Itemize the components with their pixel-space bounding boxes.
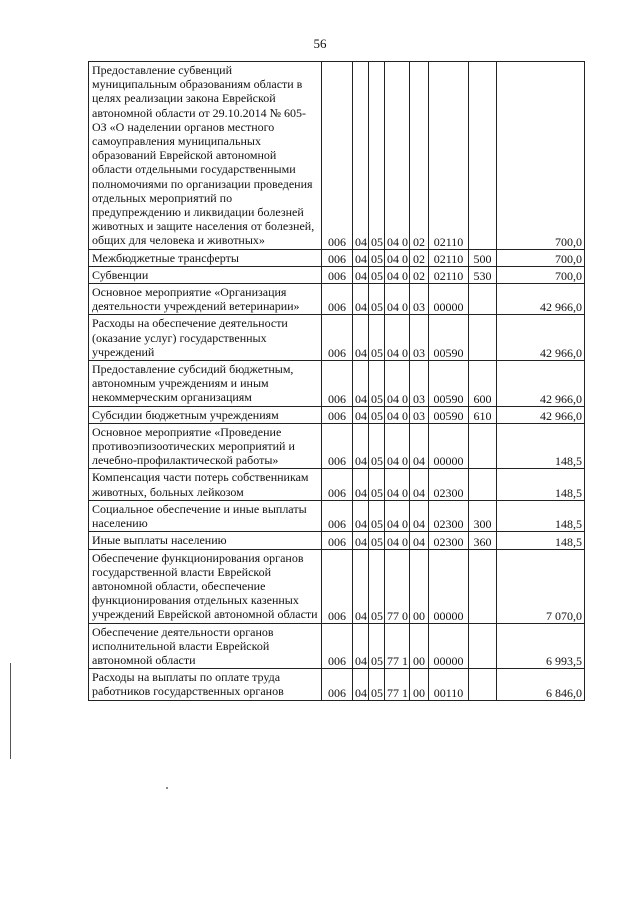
row-name: Субсидии бюджетным учреждениям (89, 406, 322, 423)
cell-cs3: 00000 (429, 549, 469, 623)
cell-cs3: 00590 (429, 361, 469, 407)
cell-cs3: 00590 (429, 406, 469, 423)
cell-cs1: 04 0 (385, 315, 410, 361)
cell-sum: 6 993,5 (497, 623, 585, 669)
cell-cs1: 04 0 (385, 423, 410, 469)
row-name: Субвенции (89, 266, 322, 283)
cell-cs2: 02 (410, 62, 429, 250)
cell-vr (469, 549, 497, 623)
table-row (89, 62, 585, 250)
cell-rz: 04 (353, 532, 369, 549)
cell-sum: 148,5 (497, 532, 585, 549)
cell-rz: 04 (353, 284, 369, 315)
cell-cs2: 04 (410, 469, 429, 500)
row-name: Иные выплаты населению (89, 532, 322, 549)
row-name: Основное мероприятие «Организация деятельности учреждений ветеринарии» (89, 284, 322, 315)
cell-ved: 006 (322, 62, 353, 250)
cell-cs3: 02300 (429, 469, 469, 500)
cell-cs2: 02 (410, 266, 429, 283)
row-name: Предоставление субвенций муниципальным образованиям области в целях реализации закона Еврейской автономной области от 29.10.2014 № 605-ОЗ «О наделении органов местного самоуправления муниципальных образований Еврейской автономной области отдельными государственными полномочиями по организации проведения отдельных мероприятий по предупреждению и ликвидации болезней животных и защите населения от болезней, общих для человека и животных» (89, 62, 322, 250)
cell-rz: 04 (353, 549, 369, 623)
cell-cs2: 04 (410, 500, 429, 531)
cell-cs2: 04 (410, 423, 429, 469)
cell-sum: 42 966,0 (497, 315, 585, 361)
cell-cs3: 00110 (429, 669, 469, 700)
cell-pr: 05 (369, 406, 385, 423)
row-name: Основное мероприятие «Проведение противоэпизоотических мероприятий и лечебно-профилактической работы» (89, 423, 322, 469)
cell-vr: 500 (469, 249, 497, 266)
row-name: Обеспечение деятельности органов исполнительной власти Еврейской автономной области (89, 623, 322, 669)
cell-ved: 006 (322, 284, 353, 315)
cell-vr: 360 (469, 532, 497, 549)
table-row (89, 284, 585, 315)
cell-cs2: 00 (410, 623, 429, 669)
cell-ved: 006 (322, 532, 353, 549)
cell-vr (469, 669, 497, 700)
cell-rz: 04 (353, 361, 369, 407)
cell-pr: 05 (369, 669, 385, 700)
cell-ved: 006 (322, 423, 353, 469)
cell-pr: 05 (369, 549, 385, 623)
cell-ved: 006 (322, 249, 353, 266)
scan-speck (166, 787, 168, 789)
cell-pr: 05 (369, 249, 385, 266)
cell-cs3: 00590 (429, 315, 469, 361)
cell-cs1: 77 1 (385, 623, 410, 669)
cell-cs1: 04 0 (385, 469, 410, 500)
table-row (89, 361, 585, 407)
cell-ved: 006 (322, 266, 353, 283)
table-row (89, 669, 585, 700)
scan-margin-line (10, 663, 11, 759)
cell-sum: 148,5 (497, 500, 585, 531)
cell-pr: 05 (369, 315, 385, 361)
cell-sum: 42 966,0 (497, 361, 585, 407)
row-name: Расходы на обеспечение деятельности (оказание услуг) государственных учреждений (89, 315, 322, 361)
cell-vr (469, 315, 497, 361)
cell-cs1: 04 0 (385, 266, 410, 283)
cell-rz: 04 (353, 669, 369, 700)
budget-table (88, 61, 585, 701)
cell-cs1: 77 1 (385, 669, 410, 700)
cell-cs3: 00000 (429, 423, 469, 469)
cell-pr: 05 (369, 500, 385, 531)
cell-cs1: 04 0 (385, 406, 410, 423)
cell-sum: 7 070,0 (497, 549, 585, 623)
cell-sum: 700,0 (497, 266, 585, 283)
table-row (89, 266, 585, 283)
table-row (89, 423, 585, 469)
cell-pr: 05 (369, 532, 385, 549)
cell-sum: 42 966,0 (497, 406, 585, 423)
cell-cs1: 04 0 (385, 62, 410, 250)
cell-vr: 530 (469, 266, 497, 283)
cell-cs3: 02300 (429, 500, 469, 531)
cell-pr: 05 (369, 266, 385, 283)
cell-sum: 148,5 (497, 469, 585, 500)
cell-pr: 05 (369, 284, 385, 315)
table-row (89, 623, 585, 669)
table-row (89, 549, 585, 623)
cell-rz: 04 (353, 623, 369, 669)
table-row (89, 249, 585, 266)
cell-cs3: 00000 (429, 623, 469, 669)
cell-ved: 006 (322, 500, 353, 531)
cell-rz: 04 (353, 406, 369, 423)
cell-vr (469, 623, 497, 669)
page-number: 56 (313, 36, 327, 51)
cell-pr: 05 (369, 623, 385, 669)
table-row (89, 532, 585, 549)
row-name: Межбюджетные трансферты (89, 249, 322, 266)
cell-cs2: 02 (410, 249, 429, 266)
cell-vr: 600 (469, 361, 497, 407)
cell-sum: 148,5 (497, 423, 585, 469)
cell-cs1: 04 0 (385, 532, 410, 549)
cell-rz: 04 (353, 62, 369, 250)
cell-pr: 05 (369, 62, 385, 250)
cell-cs1: 04 0 (385, 284, 410, 315)
cell-ved: 006 (322, 406, 353, 423)
cell-ved: 006 (322, 361, 353, 407)
cell-rz: 04 (353, 266, 369, 283)
row-name: Расходы на выплаты по оплате труда работников государственных органов (89, 669, 322, 700)
cell-pr: 05 (369, 423, 385, 469)
cell-rz: 04 (353, 500, 369, 531)
table-row (89, 500, 585, 531)
cell-ved: 006 (322, 315, 353, 361)
cell-cs3: 00000 (429, 284, 469, 315)
cell-cs2: 00 (410, 549, 429, 623)
cell-cs2: 03 (410, 284, 429, 315)
cell-cs1: 04 0 (385, 361, 410, 407)
cell-cs3: 02110 (429, 62, 469, 250)
cell-sum: 42 966,0 (497, 284, 585, 315)
row-name: Компенсация части потерь собственникам животных, больных лейкозом (89, 469, 322, 500)
cell-cs1: 77 0 (385, 549, 410, 623)
table-row (89, 469, 585, 500)
cell-cs1: 04 0 (385, 500, 410, 531)
cell-pr: 05 (369, 361, 385, 407)
cell-cs3: 02110 (429, 266, 469, 283)
cell-cs2: 00 (410, 669, 429, 700)
cell-cs1: 04 0 (385, 249, 410, 266)
cell-sum: 6 846,0 (497, 669, 585, 700)
cell-vr: 610 (469, 406, 497, 423)
cell-ved: 006 (322, 623, 353, 669)
row-name: Социальное обеспечение и иные выплаты населению (89, 500, 322, 531)
cell-cs2: 03 (410, 315, 429, 361)
cell-cs2: 04 (410, 532, 429, 549)
cell-cs3: 02110 (429, 249, 469, 266)
cell-sum: 700,0 (497, 62, 585, 250)
cell-ved: 006 (322, 669, 353, 700)
cell-sum: 700,0 (497, 249, 585, 266)
row-name: Обеспечение функционирования органов государственной власти Еврейской автономной области, обеспечение функционирования отдельных казенных учреждений Еврейской автономной области (89, 549, 322, 623)
cell-pr: 05 (369, 469, 385, 500)
table-row (89, 315, 585, 361)
cell-rz: 04 (353, 423, 369, 469)
cell-rz: 04 (353, 249, 369, 266)
table-row (89, 406, 585, 423)
cell-ved: 006 (322, 549, 353, 623)
cell-rz: 04 (353, 469, 369, 500)
cell-vr (469, 284, 497, 315)
cell-ved: 006 (322, 469, 353, 500)
cell-cs2: 03 (410, 361, 429, 407)
cell-vr (469, 62, 497, 250)
cell-vr (469, 469, 497, 500)
cell-rz: 04 (353, 315, 369, 361)
row-name: Предоставление субсидий бюджетным, автономным учреждениям и иным некоммерческим организациям (89, 361, 322, 407)
cell-cs3: 02300 (429, 532, 469, 549)
cell-cs2: 03 (410, 406, 429, 423)
cell-vr (469, 423, 497, 469)
cell-vr: 300 (469, 500, 497, 531)
